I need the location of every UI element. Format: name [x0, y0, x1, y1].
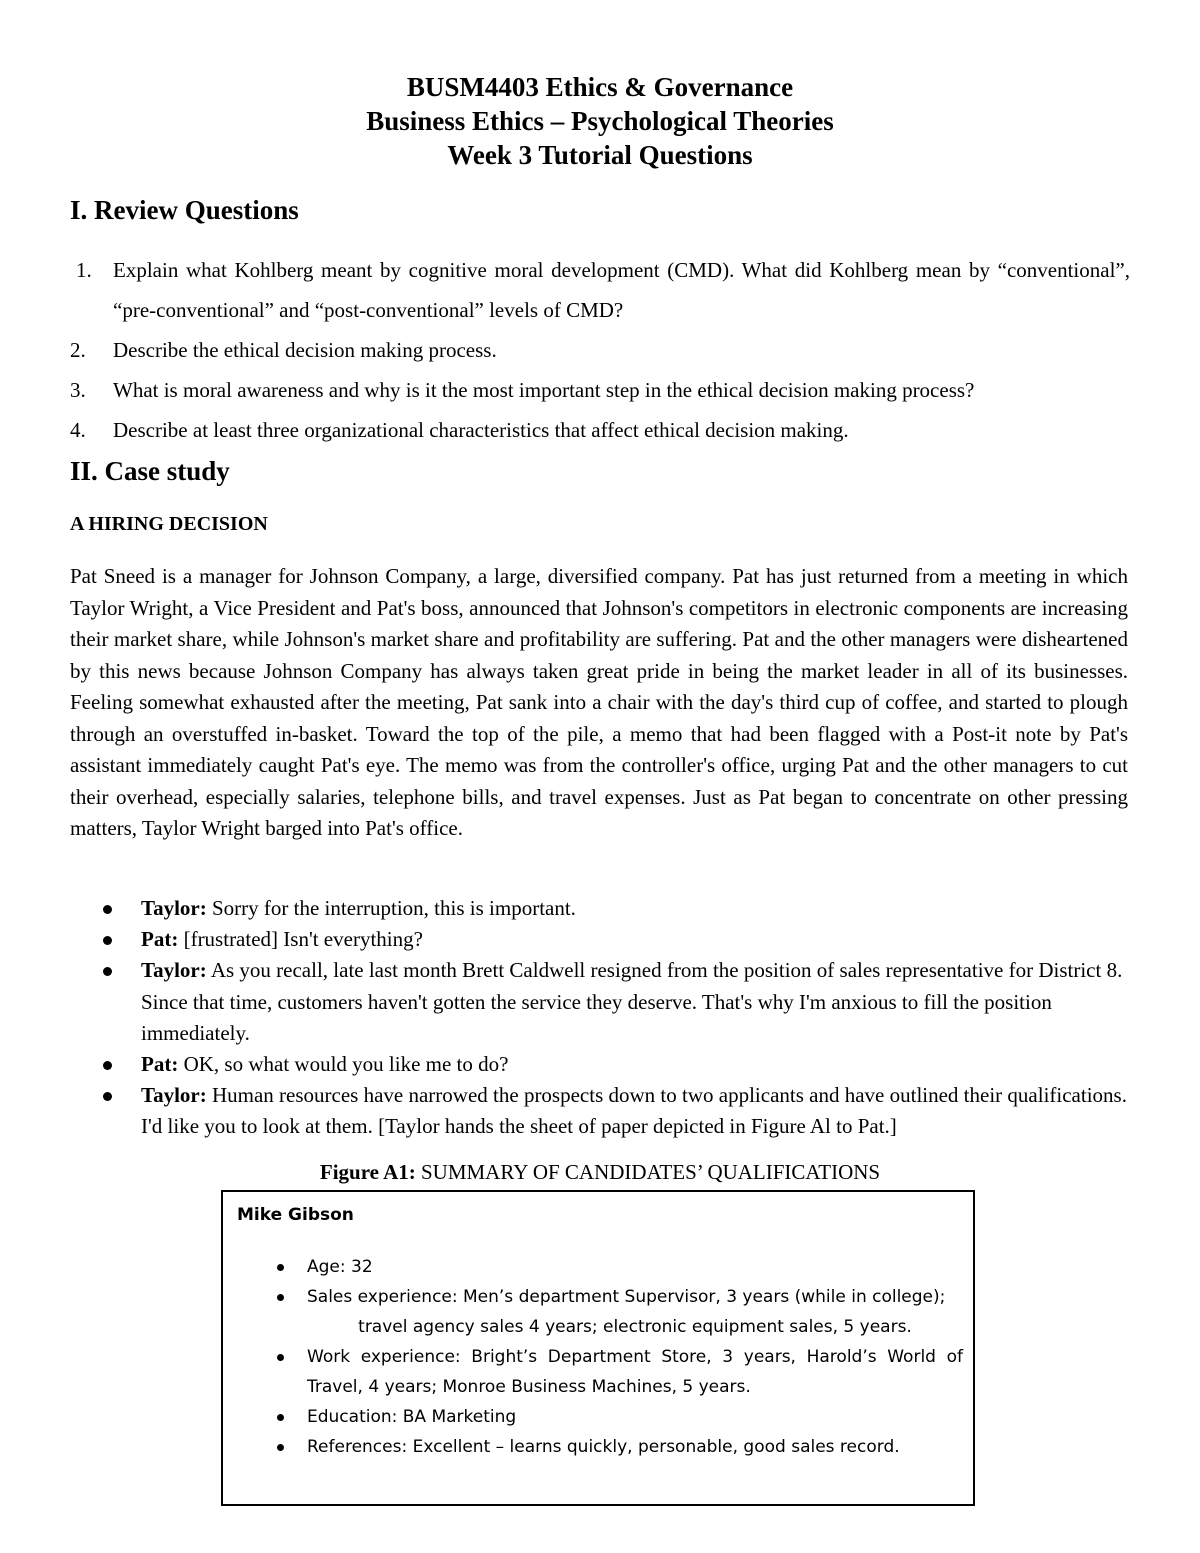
dialogue-text: Human resources have narrowed the prospects down to two applicants and have outlined their qualifications. I'd like you to look at them. [Taylor hands the sheet of paper depicted in Figure Al to Pat.]: [141, 1083, 1127, 1139]
qualification-text: Age: 32: [307, 1257, 373, 1277]
dialogue-text: OK, so what would you like me to do?: [183, 1052, 509, 1077]
bullet-icon: [103, 905, 112, 914]
qualification-text: Sales experience: Men’s department Supervisor, 3 years (while in college);: [307, 1287, 946, 1307]
dialogue-line: [100, 955, 1130, 1049]
qualification-item: [237, 1252, 963, 1282]
qualification-text: Work experience: Bright’s Department Store, 3 years, Harold’s World of Travel, 4 years; Monroe Business Machines, 5 years.: [307, 1347, 963, 1397]
qualification-item: [237, 1342, 963, 1402]
figure-label: Figure A1:: [319, 1160, 416, 1184]
review-question: [70, 250, 1130, 330]
figure-caption-text: SUMMARY OF CANDIDATES’ QUALIFICATIONS: [420, 1160, 881, 1184]
candidate-box: [221, 1190, 975, 1506]
bullet-icon: [103, 936, 112, 945]
question-text: Describe the ethical decision making process.: [113, 338, 497, 362]
bullet-icon: [103, 1092, 112, 1101]
question-text: What is moral awareness and why is it the most important step in the ethical decision making process?: [113, 378, 975, 402]
bullet-icon: [103, 967, 112, 976]
dialogue-text: As you recall, late last month Brett Caldwell resigned from the position of sales representative for District 8. Since that time, customers haven't gotten the service they deserve. That's why I'm anxious to fill the position immediately.: [141, 958, 1123, 1045]
question-number: 4.: [70, 418, 86, 442]
candidate-name: Mike Gibson: [237, 1205, 354, 1225]
dialogue-line: [100, 1049, 1130, 1080]
case-subheading: A HIRING DECISION: [70, 513, 268, 535]
dialogue-text: Sorry for the interruption, this is important.: [211, 896, 576, 920]
qualification-item: [237, 1282, 963, 1342]
review-heading: I. Review Questions: [70, 195, 299, 225]
bullet-icon: [277, 1264, 284, 1271]
course-title: BUSM4403 Ethics & Governance: [406, 72, 794, 102]
qualification-item: [237, 1402, 963, 1432]
dialogue-line: [100, 1080, 1130, 1142]
question-number: 1.: [76, 258, 92, 282]
document-title: [0, 70, 1200, 172]
dialogue-text: [frustrated] Isn't everything?: [183, 927, 423, 952]
qualification-text: Education: BA Marketing: [307, 1407, 517, 1427]
speaker-label: Pat:: [141, 927, 179, 952]
review-question: [70, 330, 1130, 370]
case-study-heading: II. Case study: [70, 456, 230, 486]
speaker-label: Pat:: [141, 1052, 179, 1077]
topic-title: Business Ethics – Psychological Theories: [366, 106, 834, 136]
bullet-icon: [277, 1294, 284, 1301]
dialogue-line: [100, 924, 1130, 955]
week-title: Week 3 Tutorial Questions: [447, 140, 753, 170]
bullet-icon: [277, 1414, 284, 1421]
qualification-item: [237, 1432, 963, 1462]
speaker-label: Taylor:: [141, 896, 207, 920]
question-text: Describe at least three organizational characteristics that affect ethical decision making.: [113, 418, 849, 442]
dialogue-line: [100, 893, 1130, 924]
qualification-text: References: Excellent – learns quickly, personable, good sales record.: [307, 1437, 900, 1457]
speaker-label: Taylor:: [141, 1083, 207, 1108]
question-text: Explain what Kohlberg meant by cognitive moral development (CMD). What did Kohlberg mean by “conventional”, “pre-conventional” and “post-conventional” levels of CMD?: [113, 258, 1130, 322]
question-number: 3.: [70, 378, 86, 402]
review-questions-list: [70, 250, 1130, 450]
dialogue-list: [100, 893, 1130, 1143]
bullet-icon: [277, 1354, 284, 1361]
bullet-icon: [103, 1061, 112, 1070]
speaker-label: Taylor:: [141, 958, 207, 983]
qualification-continuation: travel agency sales 4 years; electronic equipment sales, 5 years.: [358, 1317, 912, 1337]
review-question: [70, 410, 1130, 450]
figure-caption: [0, 1160, 1200, 1185]
candidate-qualifications-list: [237, 1252, 963, 1462]
case-paragraph: Pat Sneed is a manager for Johnson Company, a large, diversified company. Pat has just returned from a meeting in which Taylor Wright, a Vice President and Pat's boss, announced that Johnson's competitors in electronic components are increasing their market share, while Johnson's market share and profitability are suffering. Pat and the other managers were disheartened by this news because Johnson Company has always taken great pride in being the market leader in all of its businesses. Feeling somewhat exhausted after the meeting, Pat sank into a chair with the day's third cup of coffee, and started to plough through an overstuffed in-basket. Toward the top of the pile, a memo that had been flagged with a Post-it note by Pat's assistant immediately caught Pat's eye. The memo was from the controller's office, urging Pat and the other managers to cut their overhead, especially salaries, telephone bills, and travel expenses. Just as Pat began to concentrate on other pressing matters, Taylor Wright barged into Pat's office.: [70, 564, 1128, 840]
bullet-icon: [277, 1444, 284, 1451]
question-number: 2.: [70, 338, 86, 362]
review-question: [70, 370, 1130, 410]
